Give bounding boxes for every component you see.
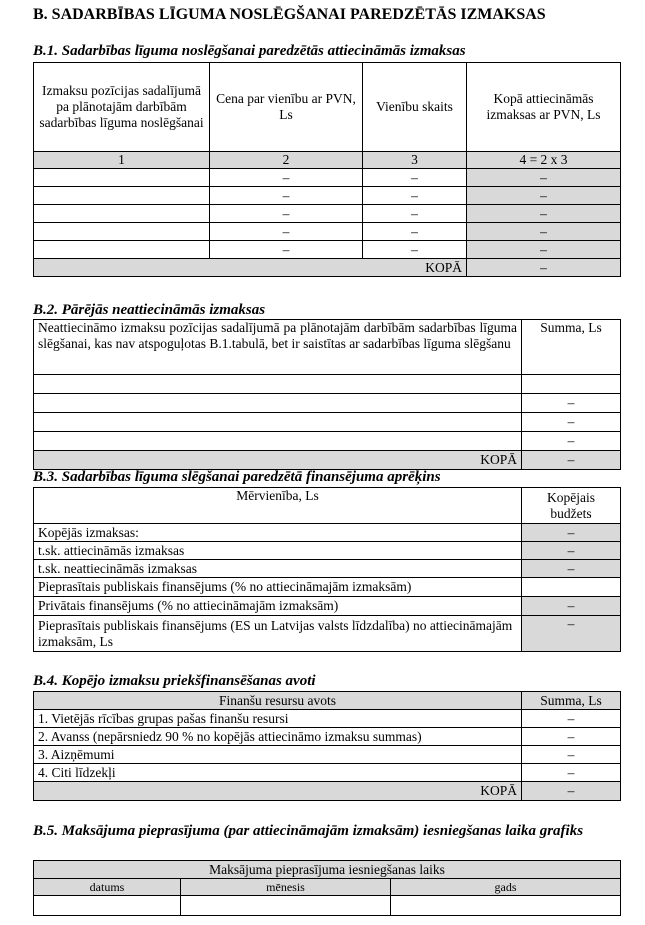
b1-cell[interactable] [34,169,210,187]
b1-total-label: KOPĀ [34,259,467,277]
table-row [34,542,621,560]
b3-row-label: t.sk. attiecināmās izmaksas [34,542,522,560]
b1-cell[interactable]: – [363,223,467,241]
b1-col-number: 4 = 2 x 3 [467,152,621,169]
b5-year-cell[interactable] [391,896,621,916]
b5-schedule-table [33,860,621,916]
b1-cell[interactable]: – [210,241,363,259]
b1-cell[interactable]: – [210,205,363,223]
b3-row-value: – [522,524,621,542]
table-row [34,394,621,413]
table-row [34,616,621,652]
section-b1-title: B.1. Sadarbības līguma noslēgšanai paredzētās attiecināmās izmaksas [33,43,466,59]
b1-cell[interactable]: – [210,223,363,241]
b2-cell[interactable] [34,394,522,413]
b5-header: Maksājuma pieprasījuma iesniegšanas laiks [34,861,621,879]
table-row [34,578,621,597]
table-row [34,169,621,187]
b3-financing-table [33,487,621,652]
table-row [34,597,621,616]
b4-header-source: Finanšu resursu avots [34,692,522,710]
b2-cell[interactable] [34,432,522,451]
table-row [34,187,621,205]
table-row [34,223,621,241]
b2-cell[interactable]: – [522,413,621,432]
section-b5-title: B.5. Maksājuma pieprasījuma (par attiecināmajām izmaksām) iesniegšanas laika grafiks [33,823,584,839]
table-row [34,710,621,728]
b1-cell[interactable] [34,223,210,241]
b1-cell[interactable]: – [363,241,467,259]
b4-total-label: KOPĀ [34,782,522,801]
table-row [34,746,621,764]
table-row [34,413,621,432]
b1-cell-total: – [467,169,621,187]
b5-subheader-year: gads [391,879,621,896]
b5-date-cell[interactable] [34,896,181,916]
b3-row-value: – [522,560,621,578]
b3-row-label: t.sk. neattiecināmās izmaksas [34,560,522,578]
b1-cell-total: – [467,187,621,205]
b4-header-sum: Summa, Ls [522,692,621,710]
table-row [34,764,621,782]
b3-row-label: Privātais finansējums (% no attiecināmajām izmaksām) [34,597,522,616]
b4-row-value[interactable]: – [522,728,621,746]
b2-cell[interactable] [34,375,522,394]
b1-costs-table [33,62,621,277]
section-b4-title: B.4. Kopējo izmaksu priekšfinansēšanas avoti [33,673,316,689]
b3-row-label: Pieprasītais publiskais finansējums (% no attiecināmajām izmaksām) [34,578,522,597]
b3-row-label: Pieprasītais publiskais finansējums (ES un Latvijas valsts līdzdalība) no attiecināmajām izmaksām, Ls [34,616,522,652]
b1-total-value: – [467,259,621,277]
form-title: B. SADARBĪBAS LĪGUMA NOSLĒGŠANAI PAREDZĒTĀS IZMAKSAS [33,6,546,23]
b3-row-value: – [522,542,621,560]
b1-cell[interactable]: – [363,205,467,223]
b4-row-label: 3. Aizņēmumi [34,746,522,764]
b2-cell[interactable] [34,413,522,432]
b1-cell[interactable]: – [210,169,363,187]
b2-total-label: KOPĀ [34,451,522,470]
b2-costs-table [33,319,621,470]
b5-subheader-date: datums [34,879,181,896]
b3-row-value: – [522,616,621,652]
b4-row-label: 4. Citi līdzekļi [34,764,522,782]
b1-cell-total: – [467,241,621,259]
b1-cell-total: – [467,223,621,241]
b3-header-budget: Kopējais budžets [522,488,621,524]
b4-row-value[interactable]: – [522,710,621,728]
b1-cell[interactable]: – [363,169,467,187]
b3-row-value[interactable] [522,578,621,597]
b1-cell[interactable]: – [210,187,363,205]
b4-total-value: – [522,782,621,801]
b4-row-label: 1. Vietējās rīcības grupas pašas finanšu resursi [34,710,522,728]
b5-month-cell[interactable] [181,896,391,916]
b1-cell[interactable]: – [363,187,467,205]
table-row [34,524,621,542]
b2-header-sum: Summa, Ls [522,320,621,375]
b1-col-number: 1 [34,152,210,169]
b2-cell[interactable]: – [522,432,621,451]
table-row [34,241,621,259]
b1-header-unit-count: Vienību skaits [363,63,467,152]
b2-header-items: Neattiecināmo izmaksu pozīcijas sadalījumā pa plānotajām darbībām sadarbības līguma slēgšanai, kas nav atspoguļotas B.1.tabulā, bet ir saistītas ar sadarbības līguma slēgšanu [34,320,522,375]
b4-sources-table [33,691,621,801]
b2-cell[interactable] [522,375,621,394]
b2-total-value: – [522,451,621,470]
table-row [34,728,621,746]
b2-cell[interactable]: – [522,394,621,413]
b3-row-value: – [522,597,621,616]
table-row [34,205,621,223]
table-row [34,896,621,916]
b4-row-label: 2. Avanss (nepārsniedz 90 % no kopējās attiecināmo izmaksu summas) [34,728,522,746]
b1-cell[interactable] [34,205,210,223]
b3-header-unit: Mērvienība, Ls [34,488,522,524]
b1-header-items: Izmaksu pozīcijas sadalījumā pa plānotajām darbībām sadarbības līguma noslēgšanai [34,63,210,152]
b1-col-number: 2 [210,152,363,169]
table-row [34,432,621,451]
section-b3-title: B.3. Sadarbības līguma slēgšanai paredzētā finansējuma aprēķins [33,469,441,485]
b1-cell-total: – [467,205,621,223]
b1-cell[interactable] [34,187,210,205]
b3-row-label: Kopējās izmaksas: [34,524,522,542]
section-b2-title: B.2. Pārējās neattiecināmās izmaksas [33,302,266,318]
b1-header-unit-price: Cena par vienību ar PVN, Ls [210,63,363,152]
b4-row-value[interactable]: – [522,764,621,782]
b1-cell[interactable] [34,241,210,259]
table-row [34,375,621,394]
b1-header-total: Kopā attiecināmās izmaksas ar PVN, Ls [467,63,621,152]
table-row [34,560,621,578]
b4-row-value[interactable]: – [522,746,621,764]
b5-subheader-month: mēnesis [181,879,391,896]
b1-col-number: 3 [363,152,467,169]
